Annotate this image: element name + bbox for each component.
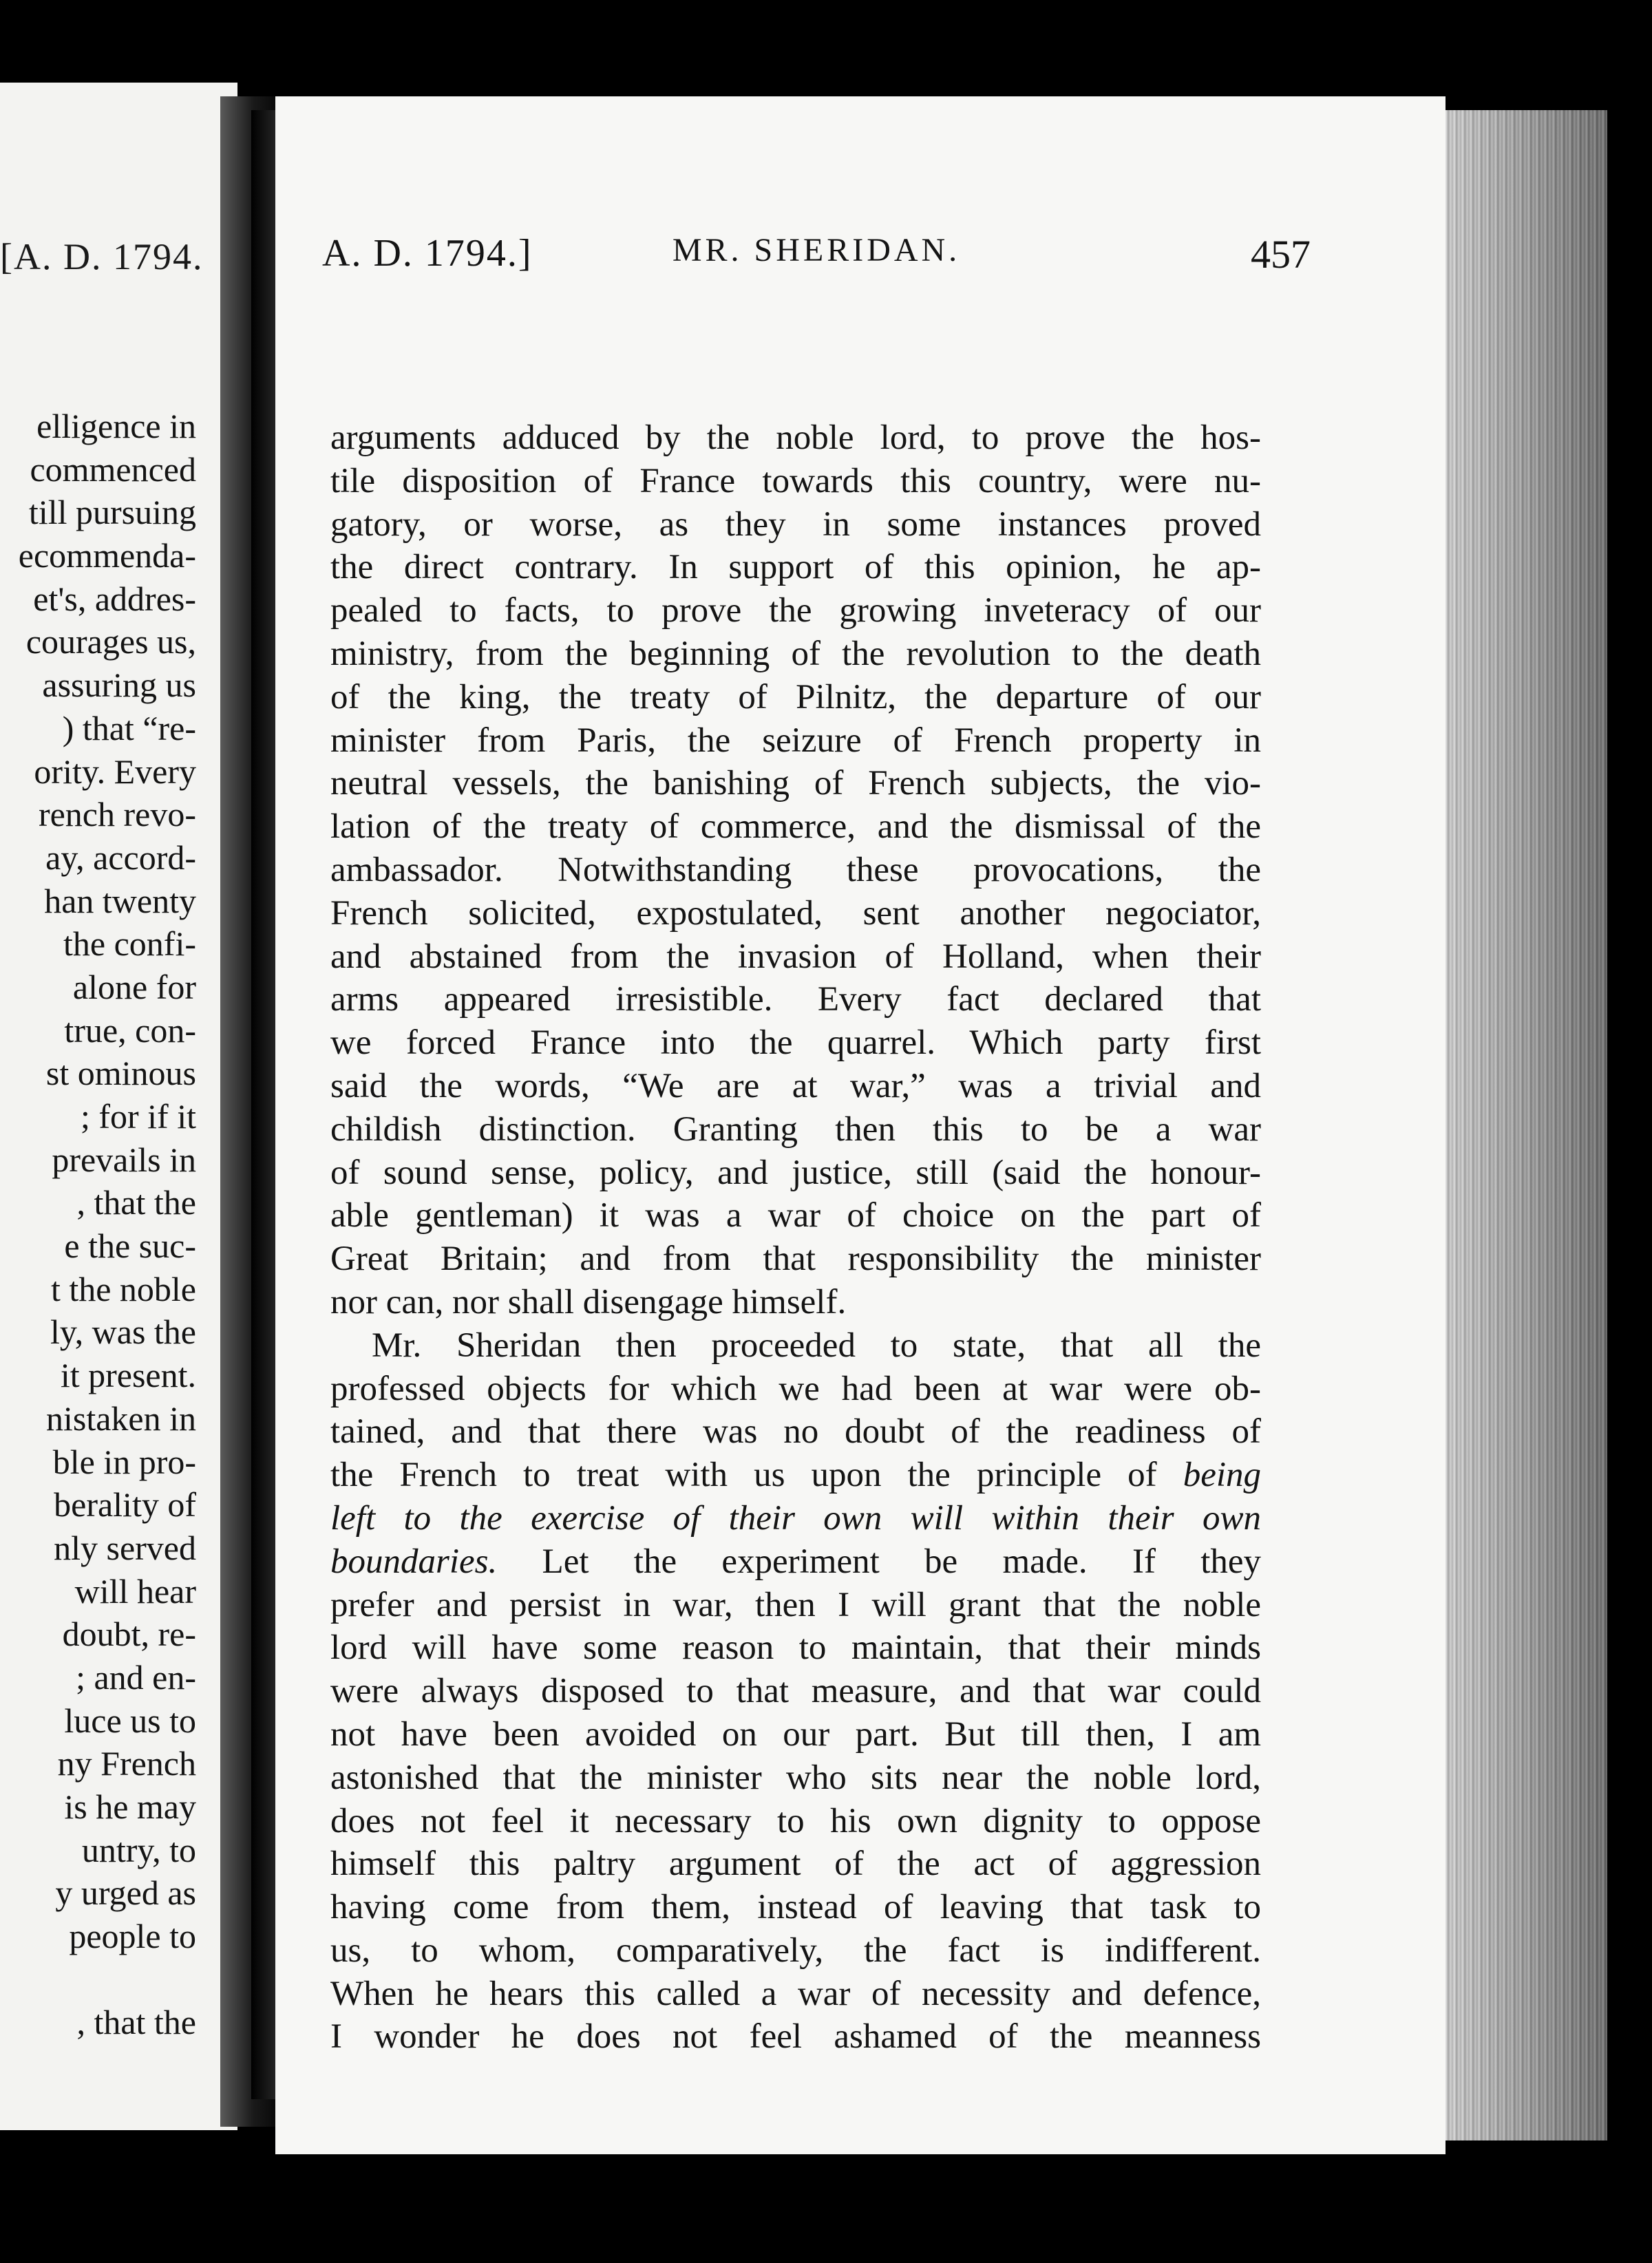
text-line: of the king, the treaty of Pilnitz, the departure of our [330, 677, 1261, 716]
text-line: assuring us [42, 666, 196, 705]
text-line: alone for [72, 967, 196, 1006]
text-line: it present. [60, 1356, 196, 1395]
text-line: himself this paltry argument of the act of aggression [330, 1845, 1261, 1884]
text-line: y urged as [55, 1873, 196, 1913]
text-line: having come from them, instead of leaving that task to [330, 1888, 1261, 1927]
text-line: tile disposition of France towards this country, were nu- [330, 461, 1261, 500]
text-line: nly served [54, 1528, 196, 1567]
text-line: ; and en- [76, 1657, 196, 1697]
text-line: berality of [54, 1485, 196, 1524]
text-line: ble in pro- [52, 1442, 196, 1481]
text-line: we forced France into the quarrel. Which party first [330, 1023, 1261, 1063]
text-line: and abstained from the invasion of Holland, when their [330, 937, 1261, 976]
text-line: the confi- [63, 924, 196, 964]
text-line: nistaken in [45, 1399, 196, 1438]
book-page [275, 96, 1446, 2154]
text-line: astonished that the minister who sits near the noble lord, [330, 1758, 1261, 1797]
text-line: is he may [64, 1787, 196, 1826]
text-line: not have been avoided on our part. But till then, I am [330, 1714, 1261, 1754]
page-edges [1442, 110, 1607, 2140]
running-head-title: MR. SHERIDAN. [672, 232, 961, 268]
text-line: us, to whom, comparatively, the fact is indifferent. [330, 1931, 1261, 1970]
italic-text: left to the exercise of their own will within their own [330, 1498, 1261, 1538]
text-line: ny French [57, 1744, 196, 1783]
text-line: courages us, [25, 622, 196, 661]
text-line: doubt, re- [62, 1615, 196, 1654]
text-line [330, 1540, 1261, 1584]
text-line: elligence in [36, 407, 196, 445]
text-line: said the words, “We are at war,” was a trivial and [330, 1066, 1261, 1105]
text-line: childish distinction. Granting then this to be a war [330, 1109, 1261, 1149]
text-line: han twenty [44, 881, 196, 920]
text-line: lation of the treaty of commerce, and the dismissal of the [330, 807, 1261, 847]
text-line: e the suc- [64, 1226, 196, 1266]
text-line: t the noble [50, 1269, 196, 1308]
text-line: gatory, or worse, as they in some instances proved [330, 504, 1261, 544]
text-line [330, 1497, 1261, 1540]
text-line: French solicited, expostulated, sent another negociator, [330, 893, 1261, 933]
previous-page-running-head: [A. D. 1794. [0, 236, 204, 277]
text-line: arms appeared irresistible. Every fact declared that [330, 980, 1261, 1019]
text-line: prefer and persist in war, then I will grant that the noble [330, 1585, 1261, 1624]
text-line: , that the [76, 1183, 196, 1222]
text-line: of sound sense, policy, and justice, still (said the honour- [330, 1153, 1261, 1192]
text-line: ) that “re- [62, 708, 196, 747]
text-line: commenced [30, 449, 196, 489]
text-line: were always disposed to that measure, and that war could [330, 1672, 1261, 1711]
text-line: et's, addres- [33, 579, 196, 618]
paragraph-start-line: Mr. Sheridan then proceeded to state, that all the [372, 1326, 1261, 1365]
italic-text: being [1183, 1456, 1261, 1495]
body-text [330, 416, 1261, 2059]
text-line: untry, to [81, 1830, 196, 1869]
text-line: arguments adduced by the noble lord, to prove the hos- [330, 418, 1261, 457]
text-line: ministry, from the beginning of the revolution to the death [330, 634, 1261, 673]
text-line: luce us to [64, 1701, 196, 1740]
text-line: prevails in [52, 1140, 196, 1179]
text-line: will hear [74, 1571, 196, 1611]
text-segment: Let the experiment be made. If they [542, 1542, 1261, 1581]
text-line: nor can, nor shall disengage himself. [330, 1282, 847, 1321]
text-line: ly, was the [50, 1313, 196, 1352]
text-line: neutral vessels, the banishing of French subjects, the vio- [330, 764, 1261, 803]
text-line: able gentleman) it was a war of choice on the part of [330, 1196, 1261, 1235]
running-head [322, 231, 1311, 286]
page-number: 457 [1251, 232, 1311, 277]
text-line: pealed to facts, to prove the growing inveteracy of our [330, 591, 1261, 630]
text-segment: the French to treat with us upon the principle of [330, 1456, 1157, 1495]
text-line [0, 1958, 196, 2001]
text-line: ay, accord- [45, 838, 196, 877]
text-line [330, 1454, 1261, 1497]
text-line: ority. Every [34, 752, 196, 791]
text-line: professed objects for which we had been at war were ob- [330, 1369, 1261, 1408]
text-line: does not feel it necessary to his own dignity to oppose [330, 1801, 1261, 1840]
text-line: lord will have some reason to maintain, that their minds [330, 1628, 1261, 1668]
text-line: till pursuing [28, 493, 196, 532]
text-line: minister from Paris, the seizure of French property in [330, 721, 1261, 760]
text-line: , that the [76, 2003, 196, 2042]
text-line: ecommenda- [18, 536, 196, 575]
text-line: st ominous [45, 1054, 196, 1093]
text-line: When he hears this called a war of necessity and defence, [330, 1974, 1261, 2013]
text-line: I wonder he does not feel ashamed of the meanness [330, 2017, 1261, 2057]
running-head-year: A. D. 1794.] [322, 232, 533, 275]
text-line: ; for if it [80, 1097, 196, 1136]
text-line: ambassador. Notwithstanding these provocations, the [330, 850, 1261, 889]
previous-page [0, 83, 237, 2130]
text-line: the direct contrary. In support of this opinion, he ap- [330, 548, 1261, 587]
text-line: rench revo- [38, 795, 196, 834]
text-line: true, con- [64, 1010, 196, 1050]
italic-text: boundaries. [330, 1542, 498, 1581]
text-line: tained, and that there was no doubt of the readiness of [330, 1412, 1261, 1452]
text-line: people to [69, 1917, 196, 1956]
previous-page-text [0, 405, 196, 2044]
text-line: Great Britain; and from that responsibility the minister [330, 1240, 1261, 1279]
